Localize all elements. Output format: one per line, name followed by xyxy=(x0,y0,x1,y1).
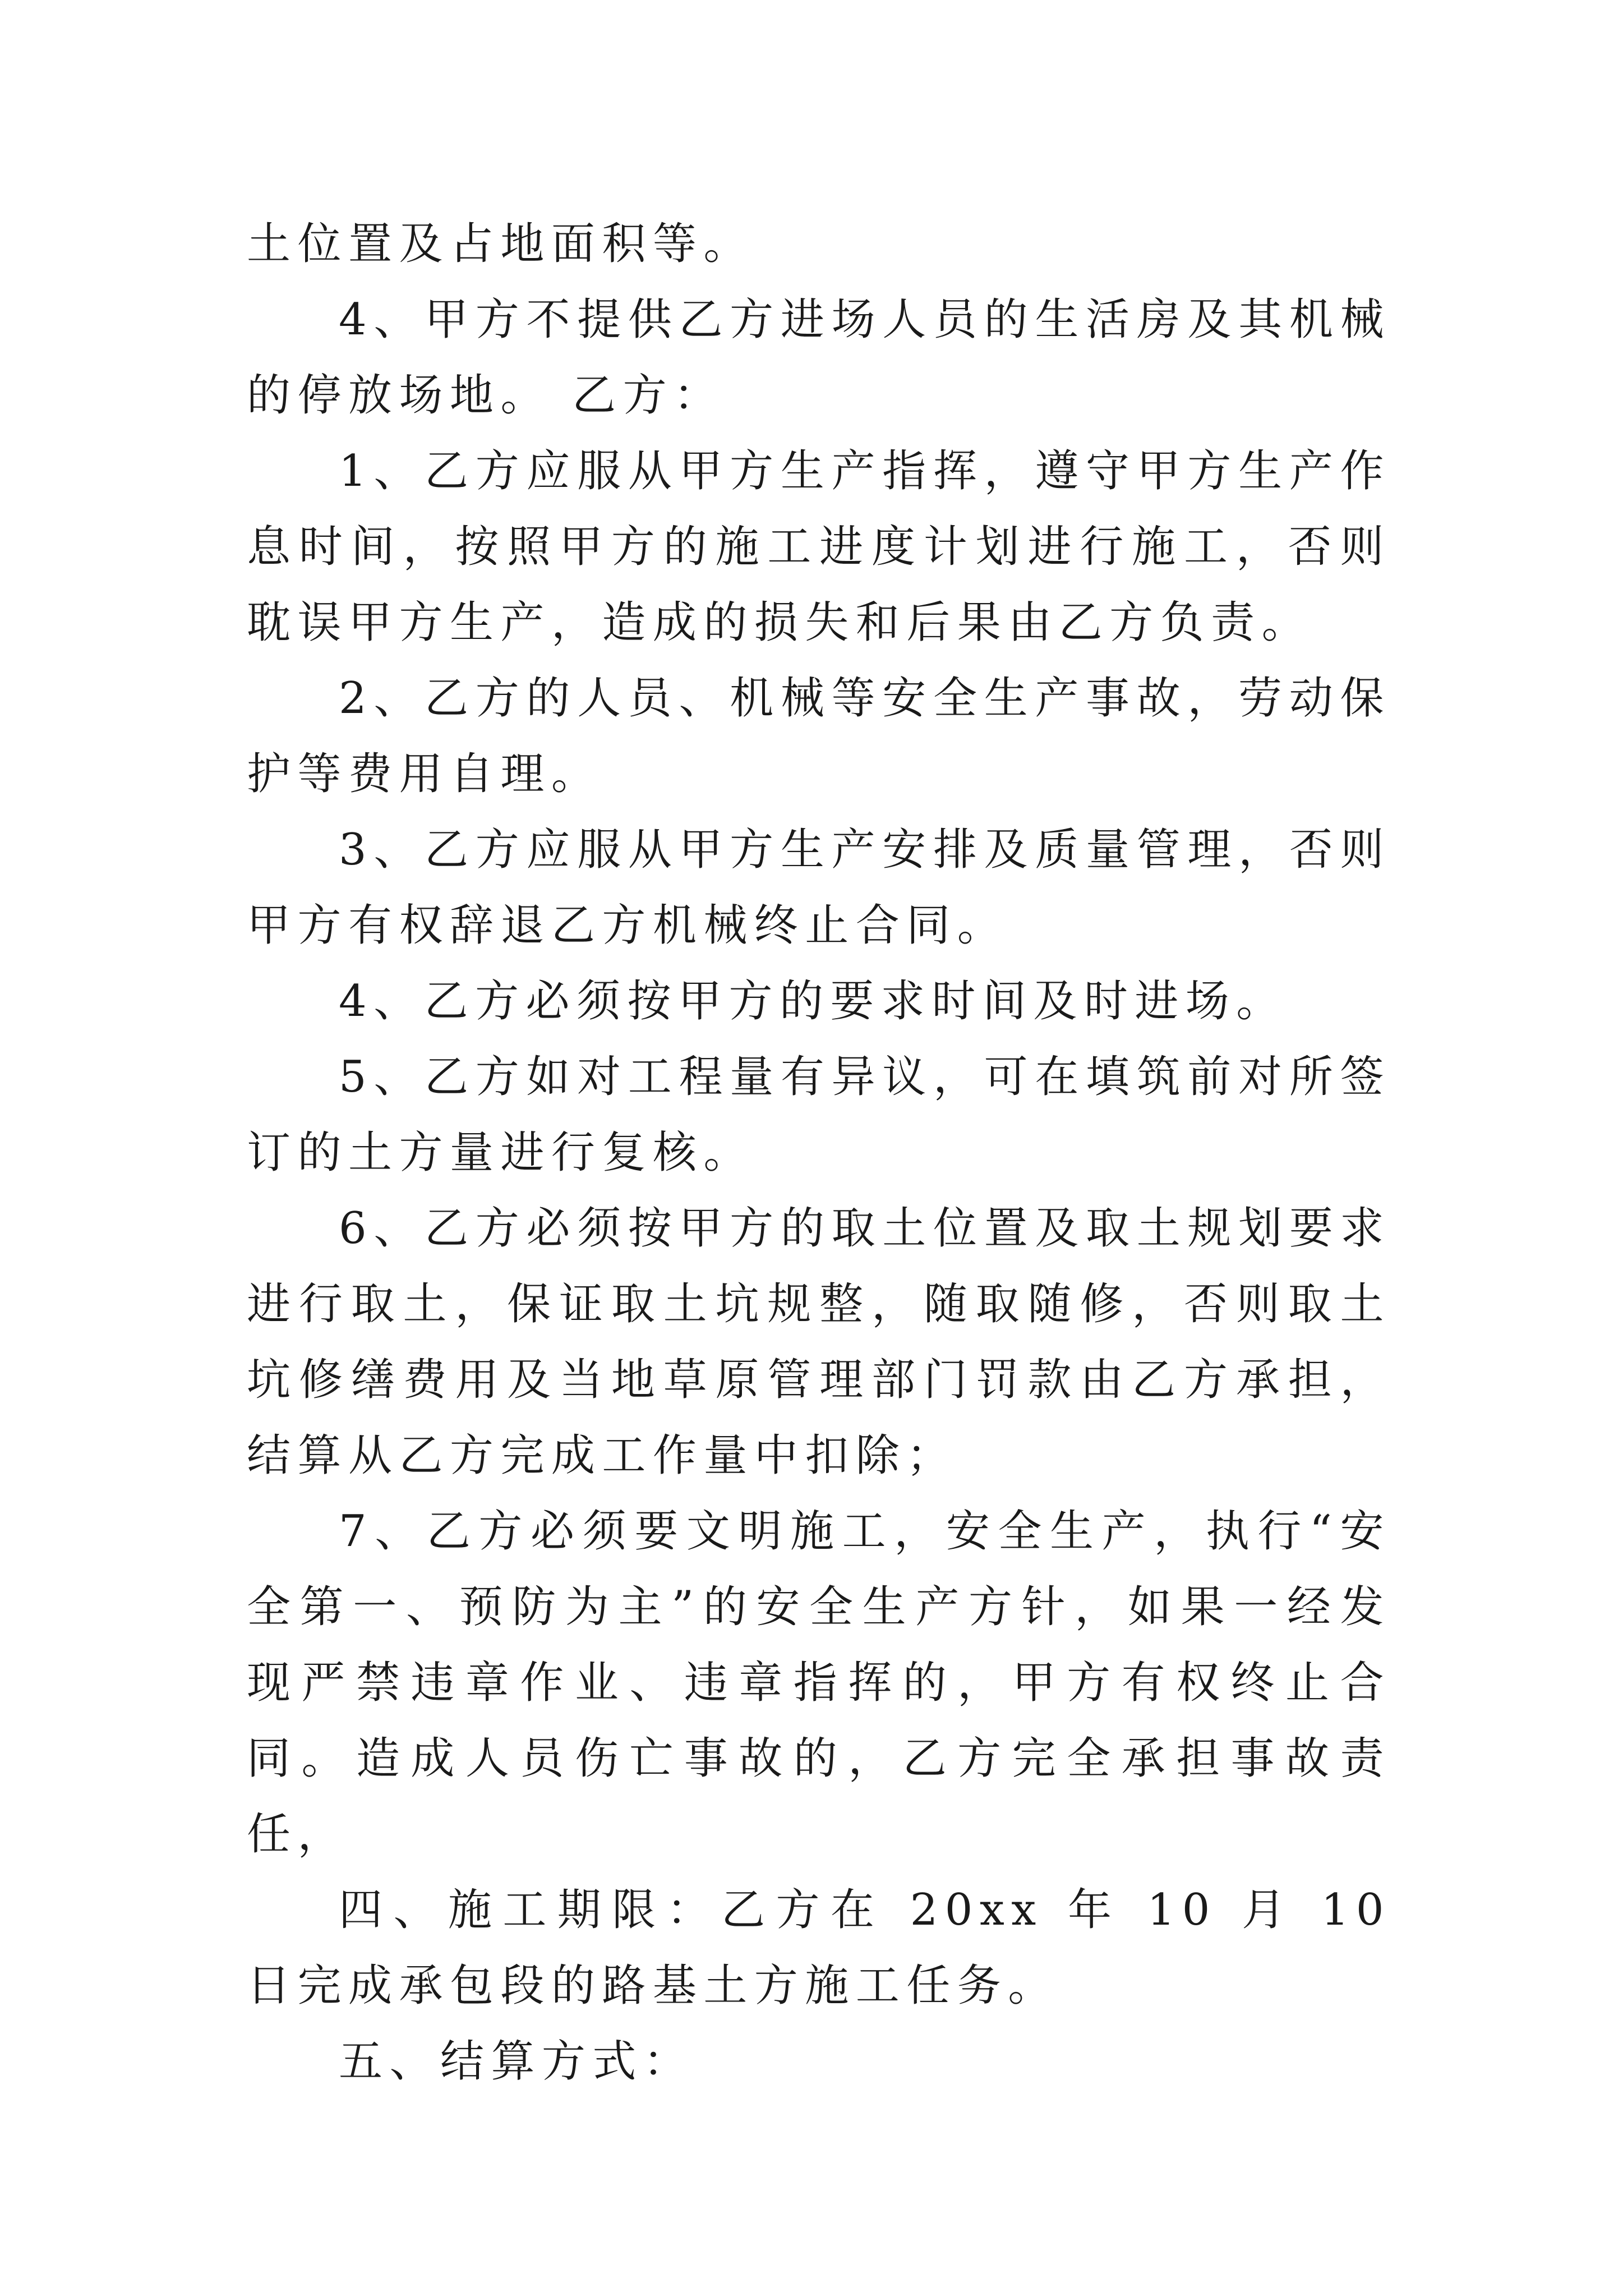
paragraph-yi-item-3: 3、乙方应服从甲方生产安排及质量管理，否则甲方有权辞退乙方机械终止合同。 xyxy=(247,825,1391,951)
paragraph-yi-item-7: 7、乙方必须要文明施工，安全生产，执行“安全第一、预防为主”的安全生产方针，如果一经发现严禁违章作业、违章指挥的，甲方有权终止合同。造成人员伤亡事故的，乙方完全承担事故责任， xyxy=(247,1506,1391,1860)
paragraph-continuation: 土位置及占地面积等。 xyxy=(247,219,754,269)
paragraph-yi-item-4: 4、乙方必须按甲方的要求时间及时进场。 xyxy=(339,976,1287,1027)
paragraph-yi-item-5: 5、乙方如对工程量有异议，可在填筑前对所签订的土方量进行复核。 xyxy=(247,1052,1391,1178)
paragraph-yi-item-2: 2、乙方的人员、机械等安全生产事故，劳动保护等费用自理。 xyxy=(247,673,1391,799)
paragraph-jia-item-4: 4、甲方不提供乙方进场人员的生活房及其机械的停放场地。 乙方： xyxy=(247,295,1391,421)
paragraph-yi-item-1: 1、乙方应服从甲方生产指挥，遵守甲方生产作息时间，按照甲方的施工进度计划进行施工，否则耽误甲方生产，造成的损失和后果由乙方负责。 xyxy=(247,446,1391,648)
paragraph-yi-item-6: 6、乙方必须按甲方的取土位置及取土规划要求进行取土，保证取土坑规整，随取随修，否则取土坑修缮费用及当地草原管理部门罚款由乙方承担，结算从乙方完成工作量中扣除； xyxy=(247,1203,1391,1481)
section-construction-period: 四、施工期限：乙方在 20xx 年 10 月 10 日完成承包段的路基土方施工任务。 xyxy=(247,1885,1391,2011)
document-body xyxy=(247,206,1391,2100)
section-settlement-method: 五、结算方式： xyxy=(339,2036,694,2087)
